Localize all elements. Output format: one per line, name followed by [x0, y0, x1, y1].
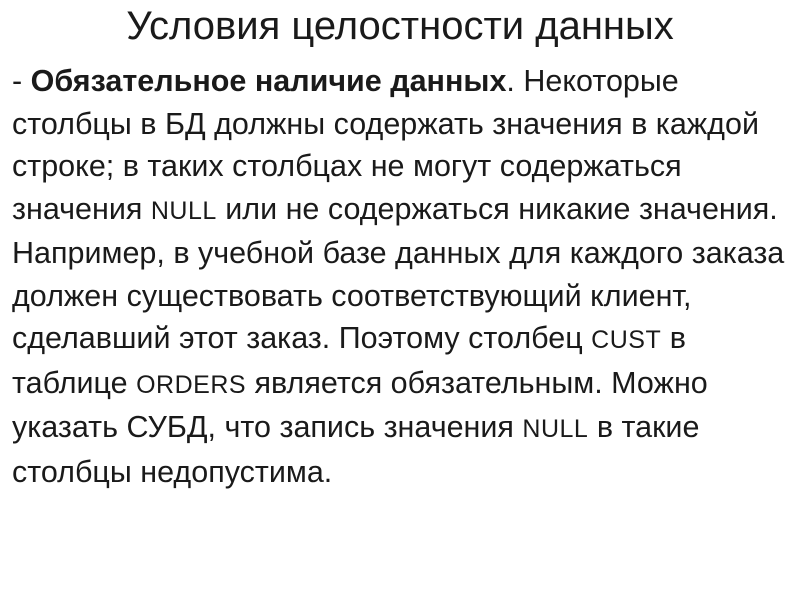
body-text-5: в такие столбцы недопустима.: [12, 410, 700, 489]
slide-title: Условия целостности данных: [126, 4, 674, 48]
body-text-3: в таблице: [12, 321, 686, 400]
bullet-dash: -: [12, 64, 31, 98]
bold-term: Обязательное наличие данных: [30, 64, 507, 98]
body-text-1: . Некоторые столбцы в БД должны содержать значения в каждой строке; в таких столбцах не могут содержаться значения: [12, 64, 759, 226]
body-text-2: или не содержаться никакие значения. Например, в учебной базе данных для каждого заказа должен существовать соответствующий клиент, сделавший этот заказ. Поэтому столбец: [12, 191, 785, 355]
code-orders: ORDERS: [136, 370, 247, 399]
code-null-2: NULL: [522, 415, 589, 443]
slide-body-paragraph: [12, 60, 788, 493]
code-cust: CUST: [591, 326, 662, 354]
body-text-4: является обязательным. Можно указать СУБД, что запись значения: [12, 365, 708, 444]
code-null-1: NULL: [150, 196, 217, 225]
